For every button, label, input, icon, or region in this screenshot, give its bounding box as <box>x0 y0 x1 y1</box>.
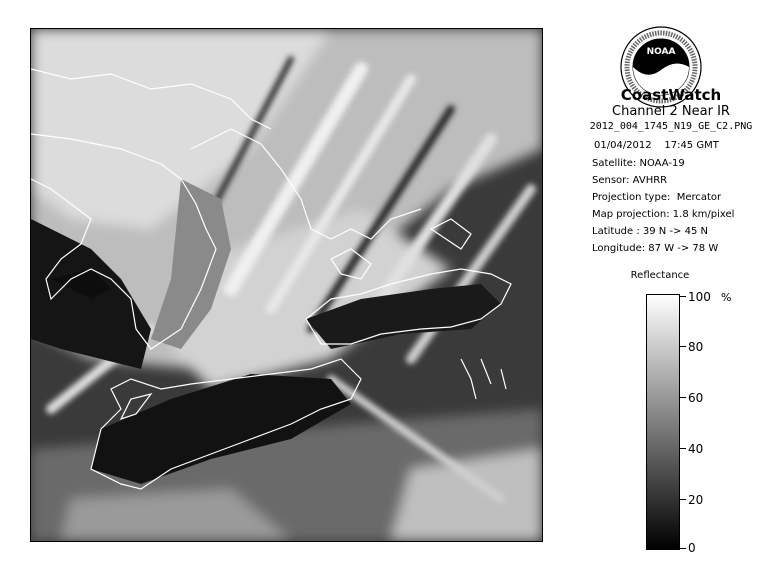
colorbar-tick-label: 80 <box>688 340 704 354</box>
colorbar-tick-label: 0 <box>688 541 696 555</box>
datetime-label: 01/04/2012 17:45 GMT <box>594 140 719 151</box>
latitude-label: Latitude : 39 N -> 45 N <box>592 226 708 237</box>
colorbar-tick <box>680 397 686 398</box>
reflectance-colorbar <box>646 294 680 550</box>
legend-unit: % <box>721 291 732 304</box>
colorbar-tick-label: 40 <box>688 442 704 456</box>
satellite-image-canvas <box>31 29 542 541</box>
channel-subtitle: Channel 2 Near IR <box>612 104 730 119</box>
satellite-image <box>30 28 543 542</box>
colorbar-tick <box>680 448 686 449</box>
sensor-label: Sensor: AVHRR <box>592 175 668 186</box>
projection-type-label: Projection type: Mercator <box>592 192 722 203</box>
legend-title: Reflectance <box>630 270 690 281</box>
colorbar-tick <box>680 548 686 549</box>
map-projection-label: Map projection: 1.8 km/pixel <box>592 209 735 220</box>
longitude-label: Longitude: 87 W -> 78 W <box>592 243 719 254</box>
logo-text: NOAA <box>646 47 676 57</box>
colorbar-tick-label: 20 <box>688 493 704 507</box>
colorbar-tick <box>680 499 686 500</box>
colorbar-tick-label: 60 <box>688 391 704 405</box>
colorbar-tick <box>680 346 686 347</box>
product-title: CoastWatch <box>620 86 722 104</box>
colorbar-tick-label: 100 <box>688 290 711 304</box>
colorbar-tick <box>680 296 686 297</box>
satellite-label: Satellite: NOAA-19 <box>592 158 685 169</box>
filename-label: 2012_004_1745_N19_GE_C2.PNG <box>589 121 753 132</box>
